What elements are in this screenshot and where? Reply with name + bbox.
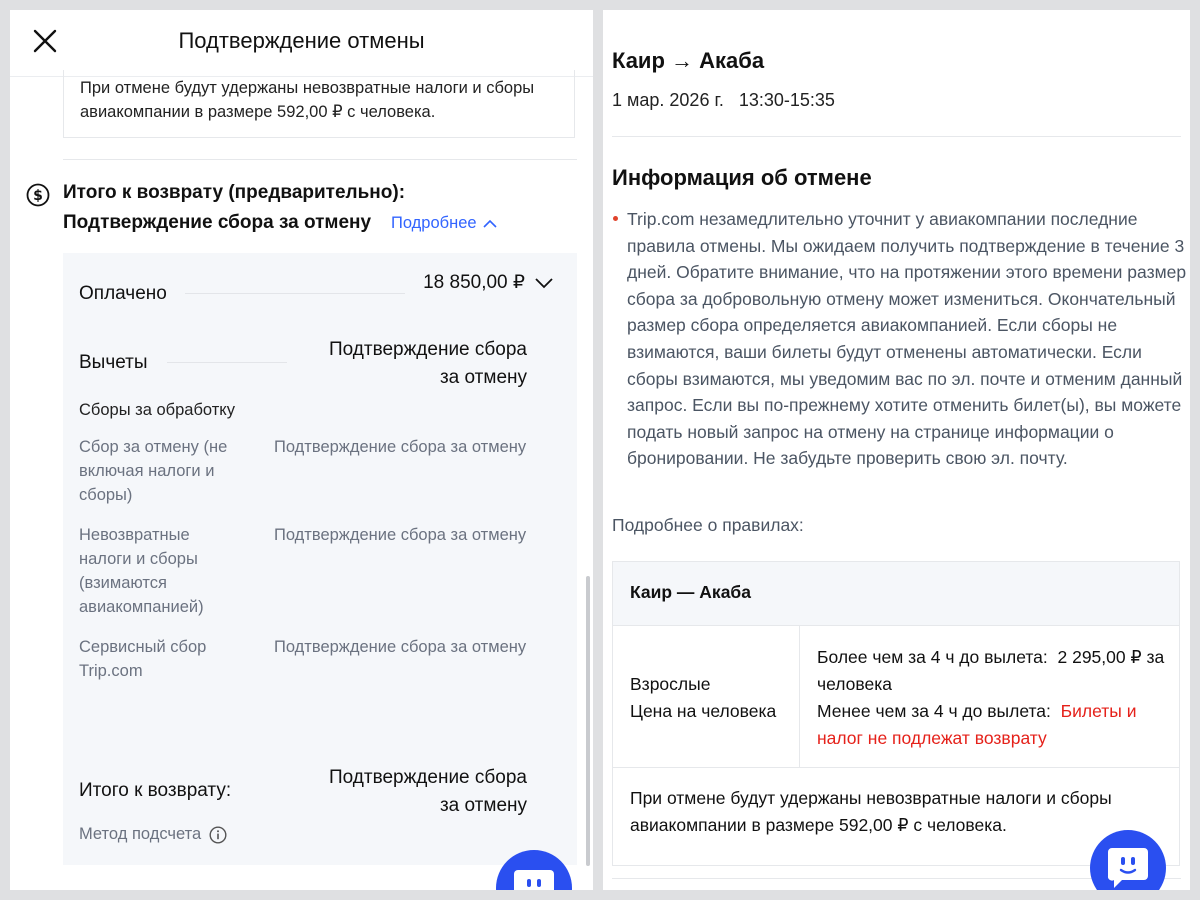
total-value-line: за отмену (439, 795, 527, 816)
cancellation-info-text: Trip.com незамедлительно уточнит у авиакомпании последние правила отмены. Мы ожидаем получить подтверждение в течение 3 дней. Обратите внимание, что на протяжении этого времени размер сбора за добровольную отмену может измениться. Окончательный размер сбора определяется авиакомпанией. Если сборы не взимаются, ваши билеты будут отменены автоматически. Если сборы взимаются, мы уведомим вас по эл. почте и отменим данный запрос. Если вы по-прежнему хотите отменить билет(ы), вы можете подать новый запрос на отмену на странице информации о бронировании. Не забудьте проверить свою эл. почту. (627, 209, 1187, 469)
header (10, 10, 593, 77)
refund-summary-subtitle: Подтверждение сбора за отмену (63, 212, 372, 233)
paid-amount-toggle[interactable] (423, 271, 553, 294)
divider (63, 159, 577, 160)
flight-date-time (612, 90, 835, 111)
deductions-value-line: за отмену (439, 367, 527, 388)
info-icon[interactable] (209, 826, 227, 844)
fee-label-line: налоги и сборы (79, 550, 198, 568)
cancellation-info-title: Информация об отмене (612, 165, 872, 190)
rules-label: Подробнее о правилах: (612, 515, 804, 535)
fee-label-line: Trip.com (79, 662, 143, 680)
dotted-leader (167, 362, 287, 363)
table-footnote: При отмене будут удержаны невозвратные налоги и сборы авиакомпании в размере 592,00 ₽ с человека. (630, 788, 1112, 835)
deductions-value-line: Подтверждение сбора (328, 339, 527, 360)
segment-label: Каир — Акаба (630, 582, 751, 602)
deductions-value (329, 336, 527, 392)
chevron-down-icon (535, 277, 553, 289)
passenger-type (630, 671, 776, 725)
cancellation-fee-value: Подтверждение сбора за отмену (274, 438, 527, 456)
dollar-circle-icon (26, 183, 50, 207)
chevron-up-icon (483, 219, 497, 229)
paid-label: Оплачено (79, 283, 167, 304)
table-row (613, 626, 1179, 768)
rule-value: 2 295,00 ₽ за человека (817, 647, 1165, 694)
refund-summary-title: Итого к возврату (предварительно): (63, 182, 406, 203)
cancellation-info-panel (603, 10, 1190, 890)
scrollbar[interactable] (586, 576, 590, 866)
deductions-label: Вычеты (79, 352, 148, 373)
rule-less-than-4h (817, 698, 1167, 752)
calculation-method-label: Метод подсчета (79, 825, 202, 843)
passenger-line: Цена на человека (630, 701, 777, 721)
cancellation-fee-label (79, 435, 249, 507)
fee-label-line: (взимаются (79, 574, 167, 592)
refund-breakdown (63, 253, 577, 865)
nonrefundable-taxes-value: Подтверждение сбора за отмену (274, 526, 527, 544)
rule-label: Менее чем за 4 ч до вылета: (817, 701, 1051, 721)
processing-fees-title: Сборы за обработку (79, 401, 235, 419)
svg-text:$: $ (33, 188, 43, 204)
page-title: Подтверждение отмены (178, 28, 425, 53)
table-header (613, 562, 1179, 626)
airline-fee-notice: При отмене будут удержаны невозвратные налоги и сборы авиакомпании в размере 592,00 ₽ с человека. (63, 70, 575, 138)
fee-label-line: авиакомпанией) (79, 598, 204, 616)
service-fee-label (79, 635, 249, 683)
total-refund-label: Итого к возврату: (79, 780, 232, 801)
rule-value-nonrefundable: Билеты и налог не подлежат возврату (817, 701, 1137, 748)
route-title: Каир → Акаба (612, 48, 765, 73)
column-divider (799, 626, 800, 767)
dotted-leader (185, 293, 405, 294)
service-fee-value: Подтверждение сбора за отмену (274, 638, 527, 656)
passenger-line: Взрослые (630, 674, 711, 694)
bullet-icon (613, 216, 618, 221)
flight-time: 13:30-15:35 (738, 90, 835, 110)
flight-date: 1 мар. 2026 г. (612, 90, 724, 110)
rule-label: Более чем за 4 ч до вылета: (817, 647, 1048, 667)
cancellation-confirmation-panel (10, 10, 593, 890)
divider (612, 136, 1181, 137)
refund-rules (817, 644, 1167, 752)
paid-amount: 18 850,00 ₽ (423, 272, 525, 293)
fee-label-line: Сбор за отмену (не (79, 438, 228, 456)
more-details-link[interactable] (391, 214, 497, 233)
fee-label-line: Невозвратные (79, 526, 190, 544)
nonrefundable-taxes-label (79, 523, 249, 619)
total-value-line: Подтверждение сбора (328, 767, 527, 788)
fare-rules-table (612, 561, 1180, 866)
more-details-label: Подробнее (391, 214, 477, 232)
fee-label-line: сборы) (79, 486, 133, 504)
fee-label-line: включая налоги и (79, 462, 215, 480)
fee-label-line: Сервисный сбор (79, 638, 207, 656)
calculation-method[interactable] (79, 825, 227, 844)
rule-more-than-4h (817, 644, 1167, 698)
total-refund-value (329, 764, 527, 820)
